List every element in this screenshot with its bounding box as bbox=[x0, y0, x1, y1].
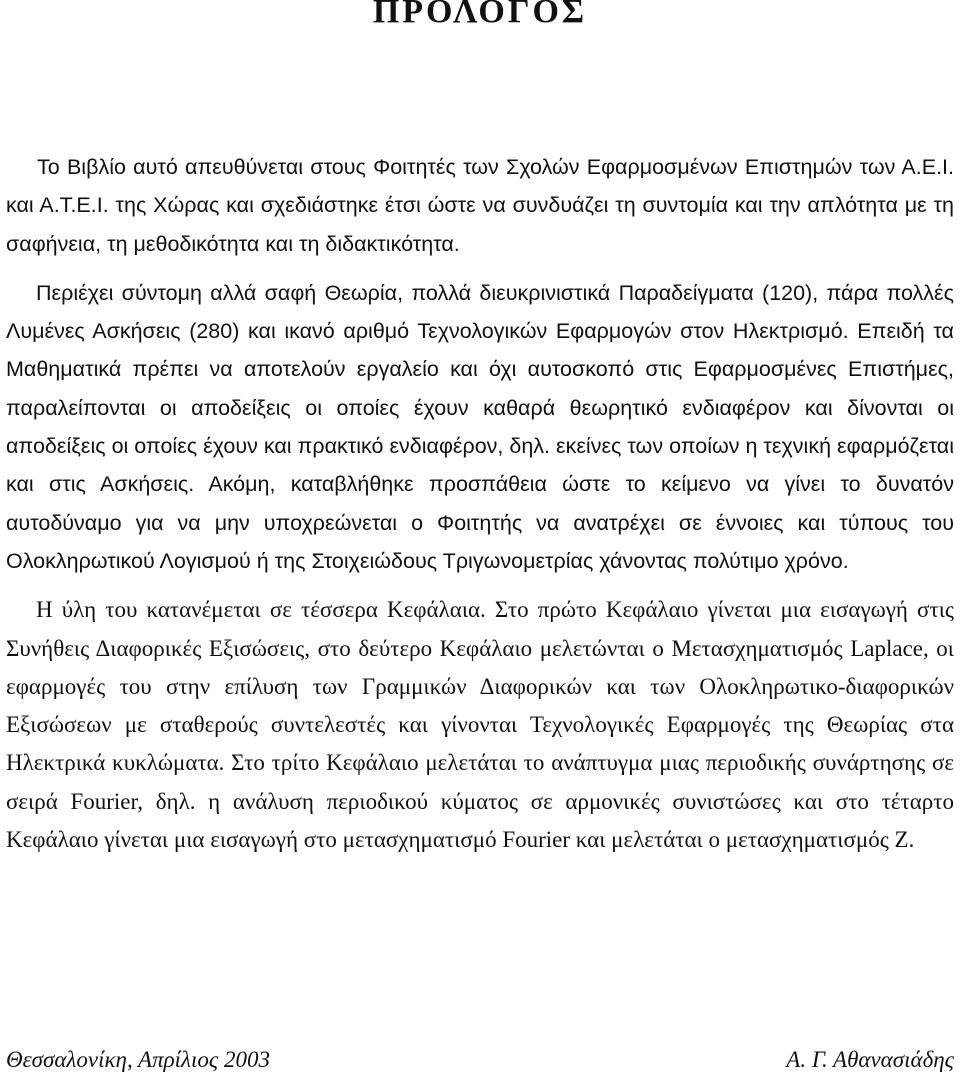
place-date: Θεσσαλονίκη, Απρίλιος 2003 bbox=[6, 1047, 270, 1072]
preface-body bbox=[6, 148, 954, 859]
paragraph-chapters: Η ύλη του κατανέμεται σε τέσσερα Κεφάλαια. Στο πρώτο Κεφάλαιο γίνεται μια εισαγωγή στις Συνήθεις Διαφορικές Εξισώσεις, στο δεύτερο Κεφάλαιο μελετώνται ο Μετασχηματισμός Laplace, οι εφαρμογές του στην επίλυση των Γραμμικών Διαφορικών και των Ολοκληρωτικο-διαφορικών Εξισώσεων με σταθερούς συντελεστές και γίνονται Τεχνολογικές Εφαρμογές της Θεωρίας στα Ηλεκτρικά κυκλώματα. Στο τρίτο Κεφάλαιο μελετάται το ανάπτυγμα μιας περιοδικής συνάρτησης σε σειρά Fourier, δηλ. η ανάλυση περιοδικού κύματος σε αρμονικές συνιστώσες και στο τέταρτο Κεφάλαιο γίνεται μια εισαγωγή στο μετασχηματισμό Fourier και μελετάται ο μετασχηματισμός Z. bbox=[6, 597, 954, 853]
author-name: Α. Γ. Αθανασιάδης bbox=[786, 1047, 954, 1072]
paragraph-intro: Το Βιβλίο αυτό απευθύνεται στους Φοιτητές των Σχολών Εφαρμοσμένων Επιστημών των Α.Ε.Ι. και Α.Τ.Ε.Ι. της Χώρας και σχεδιάστηκε έτσι ώστε να συνδυάζει τη συντομία και την απλότητα με τη σαφήνεια, τη μεθοδικότητα και τη διδακτικότητα. bbox=[6, 155, 954, 256]
paragraph-contents: Περιέχει σύντομη αλλά σαφή Θεωρία, πολλά διευκρινιστικά Παραδείγματα (120), πάρα πολλές Λυμένες Ασκήσεις (280) και ικανό αριθμό Τεχνολογικών Εφαρμογών στον Ηλεκτρισμό. Επειδή τα Μαθηματικά πρέπει να αποτελούν εργαλείο και όχι αυτοσκοπό στις Εφαρμοσμένες Επιστήμες, παραλείπονται οι αποδείξεις οι οποίες έχουν καθαρά θεωρητικό ενδιαφέρον και δίνονται οι αποδείξεις οι οποίες έχουν και πρακτικό ενδιαφέρον, δηλ. εκείνες των οποίων η τεχνική εφαρμόζεται και στις Ασκήσεις. Ακόμη, καταβλήθηκε προσπάθεια ώστε το κείμενο να γίνει το δυνατόν αυτοδύναμο για να μην υποχρεώνεται ο Φοιτητής να ανατρέχει σε έννοιες και τύπους του Ολοκληρωτικού Λογισμού ή της Στοιχειώδους Τριγωνομετρίας χάνοντας πολύτιμο χρόνο. bbox=[6, 280, 954, 573]
page-title: ΠΡΟΛΟΓΟΣ bbox=[372, 0, 588, 30]
